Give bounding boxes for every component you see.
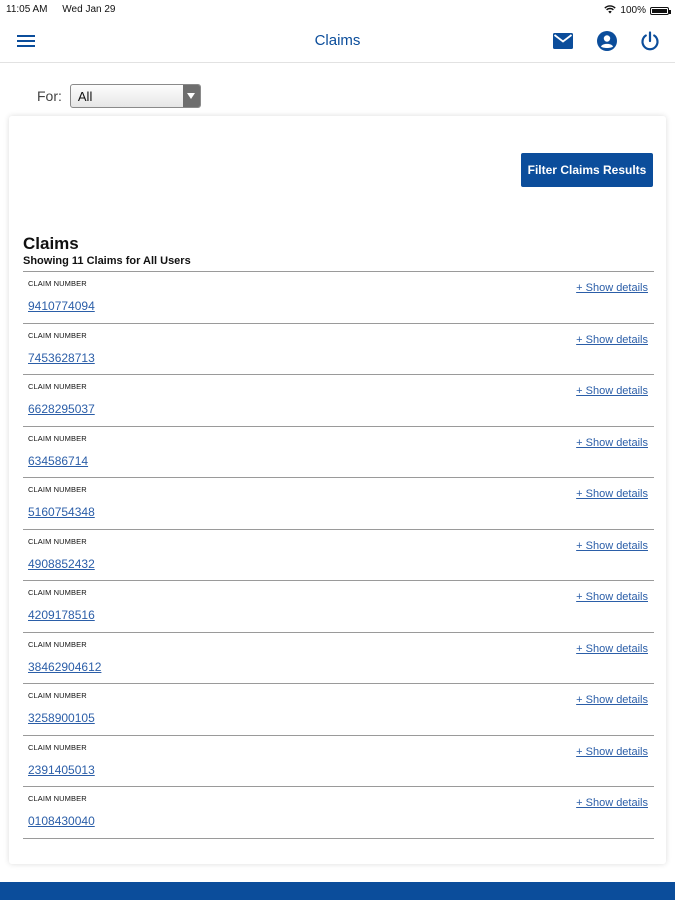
claims-count-subtitle: Showing 11 Claims for All Users <box>23 255 191 267</box>
account-icon[interactable] <box>595 29 619 53</box>
claim-number-label: CLAIM NUMBER <box>28 330 87 340</box>
for-label: For: <box>37 88 62 104</box>
nav-bar <box>0 20 675 63</box>
show-details-link[interactable]: + Show details <box>576 694 648 706</box>
user-select[interactable] <box>70 84 201 108</box>
show-details-link[interactable]: + Show details <box>576 745 648 758</box>
claim-row <box>23 427 654 479</box>
battery-icon <box>650 7 669 15</box>
chevron-down-icon <box>183 85 200 107</box>
claim-number-link[interactable]: 7453628713 <box>28 350 95 365</box>
show-details-link[interactable]: + Show details <box>576 488 648 500</box>
claims-card <box>9 116 666 864</box>
claim-number-link[interactable]: 2391405013 <box>28 762 95 777</box>
claim-row <box>23 633 654 685</box>
claim-row <box>23 324 654 376</box>
claim-number-link[interactable]: 4209178516 <box>28 608 95 622</box>
claim-number-link[interactable]: 3258900105 <box>28 711 95 725</box>
claim-row <box>23 530 654 582</box>
claim-number-link[interactable]: 5160754348 <box>28 505 95 519</box>
show-details-link[interactable]: + Show details <box>576 385 648 397</box>
battery-percent: 100% <box>620 5 646 16</box>
mail-icon[interactable] <box>551 29 575 53</box>
claim-number-label: CLAIM NUMBER <box>28 485 87 494</box>
claim-number-label: CLAIM NUMBER <box>28 588 87 597</box>
claim-row <box>23 272 654 324</box>
claim-number-label: CLAIM NUMBER <box>28 794 87 803</box>
claim-number-label: CLAIM NUMBER <box>28 536 87 546</box>
status-time: 11:05 AM <box>6 4 48 15</box>
claim-number-link[interactable]: 634586714 <box>28 453 89 468</box>
claim-number-label: CLAIM NUMBER <box>28 433 87 443</box>
for-filter <box>37 84 201 108</box>
page-title: Claims <box>314 32 361 49</box>
claims-list <box>23 271 654 839</box>
status-indicators <box>604 4 669 17</box>
claim-number-label: CLAIM NUMBER <box>28 691 87 700</box>
claim-number-link[interactable]: 38462904612 <box>28 659 102 674</box>
claim-row <box>23 684 654 736</box>
power-icon[interactable] <box>638 29 662 53</box>
claim-number-label: CLAIM NUMBER <box>28 639 87 649</box>
claim-number-link[interactable]: 6628295037 <box>28 402 95 416</box>
show-details-link[interactable]: + Show details <box>576 333 648 346</box>
claims-heading: Claims <box>23 234 79 253</box>
show-details-link[interactable]: + Show details <box>576 642 648 655</box>
claim-row <box>23 787 654 839</box>
status-date: Wed Jan 29 <box>62 4 116 15</box>
show-details-link[interactable]: + Show details <box>576 282 648 294</box>
status-time-date <box>6 4 115 15</box>
user-select-value: All <box>77 89 93 104</box>
bottom-bar <box>0 882 675 900</box>
filter-claims-button[interactable]: Filter Claims Results <box>521 153 653 187</box>
claim-row <box>23 581 654 633</box>
claim-number-label: CLAIM NUMBER <box>28 382 87 391</box>
show-details-link[interactable]: + Show details <box>576 539 648 552</box>
claim-row <box>23 736 654 788</box>
claim-number-link[interactable]: 4908852432 <box>28 556 95 571</box>
claim-row <box>23 375 654 427</box>
wifi-icon <box>604 4 616 17</box>
show-details-link[interactable]: + Show details <box>576 591 648 603</box>
claim-number-link[interactable]: 0108430040 <box>28 814 95 828</box>
claim-number-label: CLAIM NUMBER <box>28 742 87 752</box>
claim-number-link[interactable]: 9410774094 <box>28 299 95 313</box>
status-bar <box>0 0 675 20</box>
claim-number-label: CLAIM NUMBER <box>28 279 87 288</box>
show-details-link[interactable]: + Show details <box>576 436 648 449</box>
show-details-link[interactable]: + Show details <box>576 797 648 809</box>
claim-row <box>23 478 654 530</box>
